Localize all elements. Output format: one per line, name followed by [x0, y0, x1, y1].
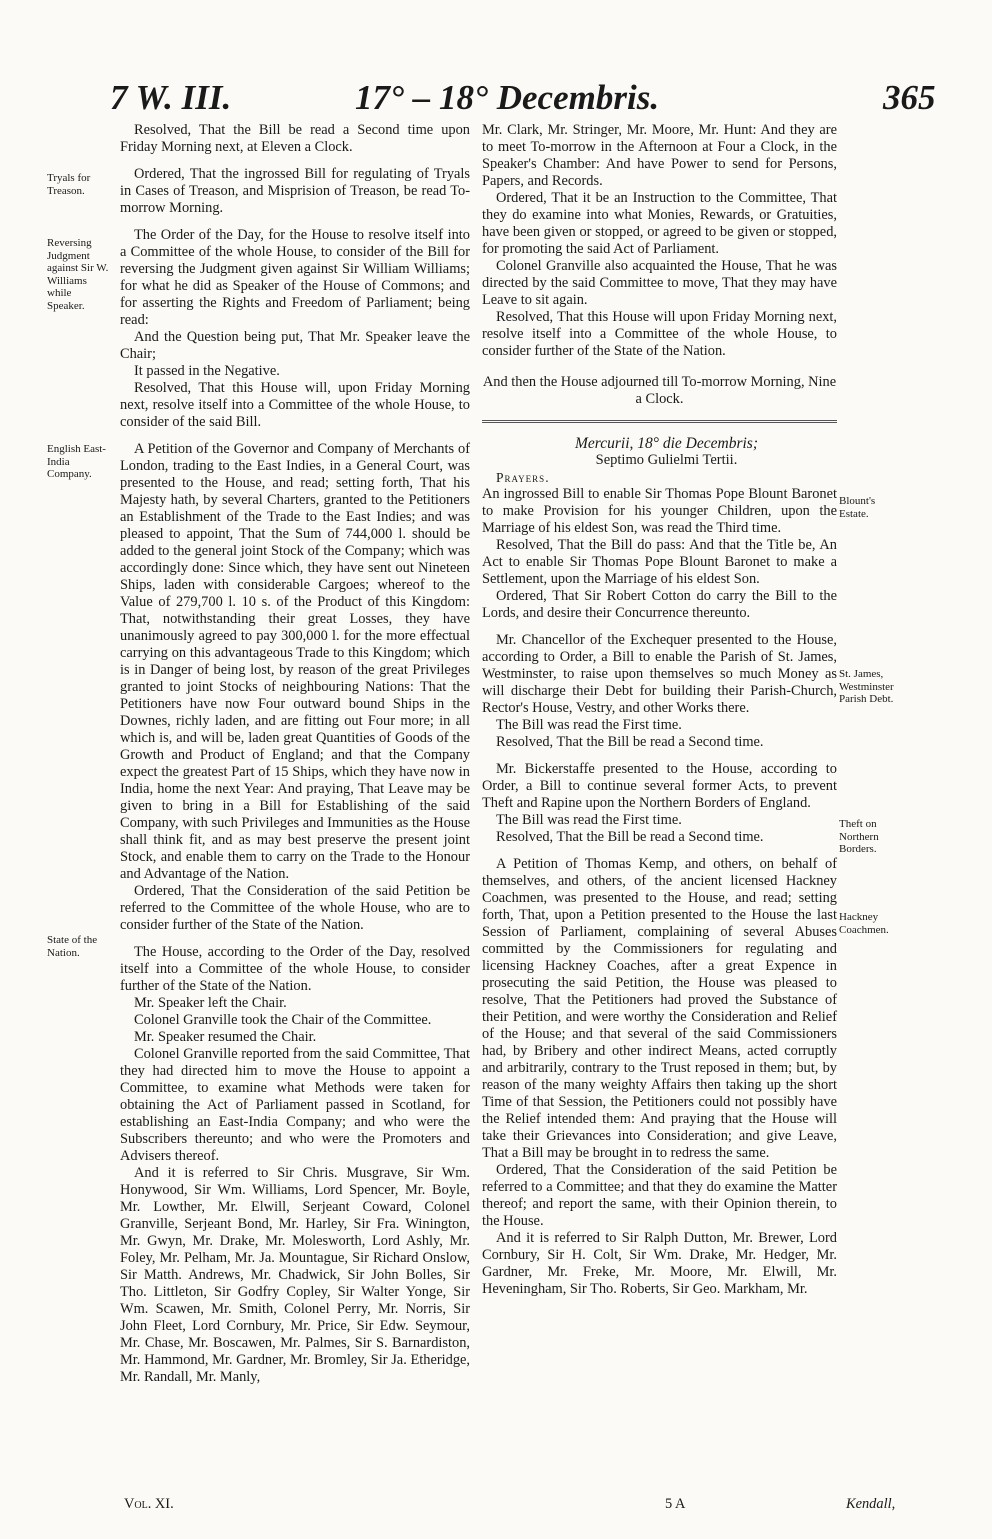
margin-note-state-nation: State of the Nation.	[47, 934, 98, 959]
paragraph: Resolved, That the Bill be read a Second time upon Friday Morning next, at Eleven a Clock.	[120, 122, 470, 155]
paragraph: Mr. Speaker left the Chair.	[134, 995, 287, 1011]
paragraph: Ordered, That it be an Instruction to the Committee, That they do examine into what Monies, Rewards, or Gratuities, have been given or stopped, or agreed to be given or stopped, for promoting the said Act of Parliament.	[482, 190, 837, 257]
paragraph: Ordered, That the ingrossed Bill for regulating of Tryals in Cases of Treason, and Misprision of Treason, be read To-morrow Morning.	[120, 166, 470, 216]
paragraph: An ingrossed Bill to enable Sir Thomas Pope Blount Baronet to make Provision for his younger Children, upon the Marriage of his eldest Son, was read the Third time.	[482, 486, 837, 536]
regnal-heading: Septimo Gulielmi Tertii.	[595, 452, 738, 468]
paragraph: The Order of the Day, for the House to resolve itself into a Committee of the whole House, to consider of the Bill for reversing the Judgment given against Sir William Williams; for what he did as Speaker of the House of Commons; and for asserting the Rights and Freedom of Parliament; being read:	[120, 227, 470, 328]
paragraph: The House, according to the Order of the Day, resolved itself into a Committee of the whole House, to consider further of the State of the Nation.	[120, 944, 470, 994]
day-heading: Mercurii, 18° die Decembris;	[575, 435, 758, 452]
paragraph: And the Question being put, That Mr. Speaker leave the Chair;	[120, 329, 470, 362]
paragraph: Ordered, That Sir Robert Cotton do carry the Bill to the Lords, and desire their Concurrence thereunto.	[482, 588, 837, 621]
paragraph: Resolved, That the Bill do pass: And that the Title be, An Act to enable Sir Thomas Pope Blount Baronet to make a Settlement, upon the Marriage of his eldest Son.	[482, 537, 837, 587]
paragraph: Ordered, That the Consideration of the said Petition be referred to the Committee of the whole House, who are to consider further of the State of the Nation.	[120, 883, 470, 933]
paragraph: Colonel Granville also acquainted the House, That he was directed by the said Committee to move, That they may have Leave to sit again.	[482, 258, 837, 308]
paragraph: Ordered, That the Consideration of the said Petition be referred to a Committee; and that they do examine the Matter thereof; and report the same, with their Opinion therein, to the House.	[482, 1162, 837, 1229]
signature-mark: 5 A	[665, 1496, 686, 1512]
paragraph: A Petition of the Governor and Company of Merchants of London, trading to the East Indies, in a General Court, was presented to the House, and read; setting forth, That his Majesty hath, by several Charters, granted to the Petitioners an Establishment of the Trade to the East Indies; and was pleased to appoint, That the Sum of 744,000 l. should be added to the general joint Stock of the Company; which was accordingly done: Since which, they have sent out Nineteen Ships, laden with considerable Cargoes; whereof to the Value of 279,700 l. 10 s. of the Product of this Kingdom: That, notwithstanding their great Losses, they have unanimously agreed to pay 300,000 l. for the more effectual carrying on this advantageous Trade to this Kingdom; which is in Danger of being lost, by reason of the great Privileges granted to joint Stocks of neighbouring Nations: That the Petitioners have now Four outward bound Ships in the Downes, richly laden, and are fitting out Four more; in all which is, and will be, laden great Quantities of Goods of the Growth and Product of England; and that the Company expect the greatest Part of 15 Ships, which they have now in India, home the next Year: And praying, That Leave may be given to bring in a Bill for Establishing of the said Company, with such Privileges and Immunities as the House shall think fit, and as may best preserve the present joint Stock, and enable them to carry on the Trade to the Honour and Advantage of the Nation.	[120, 441, 470, 882]
margin-note-st-james: St. James, Westminster Parish Debt.	[839, 668, 894, 705]
paragraph: A Petition of Thomas Kemp, and others, on behalf of themselves, and others, of the ancient licensed Hackney Coachmen, was presented to the House, and read; setting forth, That, upon a Petition presented to the House the last Session of Parliament, complaining of several Abuses committed by the Commissioners for regulating and licensing Hackney Coaches, after a great Expence in prosecuting the said Petition, the House was pleased to resolve, That the Petitioners had proved the Substance of their Petition, and were worthy the Consideration and Relief of the House; and that several of the said Commissioners had, by Bribery and other indirect Means, acted corruptly and arbitrarily, contrary to the Trust reposed in them; but, by reason of the many weighty Affairs then taking up the short Time of that Session, the Petitioners could not possibly have the Relief intended them: And praying that the House will take their Grievances into Consideration; and give Leave, That a Bill may be brought in to redress the same.	[482, 856, 837, 1161]
regnal-year: 7 W. III.	[110, 78, 232, 117]
paragraph: Resolved, That the Bill be read a Second time.	[496, 829, 764, 845]
paragraph: And it is referred to Sir Chris. Musgrave, Sir Wm. Honywood, Sir Wm. Williams, Lord Spencer, Mr. Boyle, Mr. Lowther, Mr. Elwill, Serjeant Coward, Colonel Granville, Serjeant Bond, Mr. Harley, Sir Fra. Winington, Mr. Gwyn, Mr. Drake, Mr. Molesworth, Lord Ashly, Mr. Foley, Mr. Pelham, Mr. Ja. Mountague, Sir Richard Onslow, Sir Matth. Andrews, Mr. Chadwick, Sir John Bolles, Sir Tho. Littleton, Sir Godfry Copley, Sir Walter Yonge, Sir Wm. Scawen, Mr. Smith, Colonel Perry, Mr. Norris, Sir John Fleet, Lord Cornbury, Mr. Price, Sir Edw. Seymour, Mr. Chase, Mr. Boscawen, Mr. Palmes, Sir S. Barnardiston, Mr. Hammond, Mr. Gardner, Mr. Bromley, Sir Ja. Etheridge, Mr. Randall, Mr. Manly,	[120, 1165, 470, 1385]
paragraph: Colonel Granville took the Chair of the Committee.	[134, 1012, 432, 1028]
right-column	[482, 122, 837, 1298]
paragraph: Mr. Speaker resumed the Chair.	[134, 1029, 317, 1045]
paragraph: And it is referred to Sir Ralph Dutton, Mr. Brewer, Lord Cornbury, Sir H. Colt, Sir Wm. Drake, Mr. Hedger, Mr. Gardner, Mr. Freke, Mr. Moore, Mr. Elwill, Mr. Heveningham, Sir Tho. Roberts, Sir Geo. Markham, Mr.	[482, 1230, 837, 1297]
section-divider	[482, 420, 837, 423]
left-column	[120, 122, 470, 1386]
page-header	[0, 78, 992, 122]
paragraph: Colonel Granville reported from the said Committee, That they had directed him to move the House to appoint a Committee, to examine what Methods were taken for obtaining the Act of Parliament passed in Scotland, for establishing an East-India Company; and who were the Subscribers thereunto; and who were the Promoters and Advisers thereof.	[120, 1046, 470, 1164]
running-date: 17° – 18° Decembris.	[355, 78, 660, 117]
paragraph: Mr. Clark, Mr. Stringer, Mr. Moore, Mr. Hunt: And they are to meet To-morrow in the Afternoon at Four a Clock, in the Speaker's Chamber: And have Power to send for Persons, Papers, and Records.	[482, 122, 837, 189]
paragraph: It passed in the Negative.	[134, 363, 280, 379]
adjournment: And then the House adjourned till To-morrow Morning, Nine a Clock.	[482, 374, 837, 407]
paragraph: The Bill was read the First time.	[496, 717, 682, 733]
paragraph: Resolved, That the Bill be read a Second time.	[496, 734, 764, 750]
margin-note-reversing: Reversing Judgment against Sir W. Williams while Speaker.	[47, 237, 109, 312]
margin-note-blount: Blount's Estate.	[839, 495, 876, 520]
page-number: 365	[883, 78, 936, 117]
paragraph: Mr. Chancellor of the Exchequer presented to the House, according to Order, a Bill to enable the Parish of St. James, Westminster, to raise upon themselves so much Money as will discharge their Debt for building their Parish-Church, Rector's House, Vestry, and other Works there.	[482, 632, 837, 716]
volume-number: Vol. XI.	[124, 1496, 174, 1512]
margin-note-tryals: Tryals for Treason.	[47, 172, 91, 197]
prayers-label: Prayers.	[496, 470, 550, 485]
paragraph: Resolved, That this House will, upon Friday Morning next, resolve itself into a Committee of the whole House, to consider of the said Bill.	[120, 380, 470, 430]
margin-note-theft: Theft on Northern Borders.	[839, 818, 879, 855]
paragraph: Resolved, That this House will upon Friday Morning next, resolve itself into a Committee of the whole House, to consider further of the State of the Nation.	[482, 309, 837, 359]
catchword: Kendall,	[846, 1496, 896, 1512]
margin-note-east-india: English East-India Company.	[47, 443, 106, 480]
paragraph: Mr. Bickerstaffe presented to the House, according to Order, a Bill to continue several former Acts, to prevent Theft and Rapine upon the Northern Borders of England.	[482, 761, 837, 811]
margin-note-hackney: Hackney Coachmen.	[839, 911, 889, 936]
paragraph: The Bill was read the First time.	[496, 812, 682, 828]
